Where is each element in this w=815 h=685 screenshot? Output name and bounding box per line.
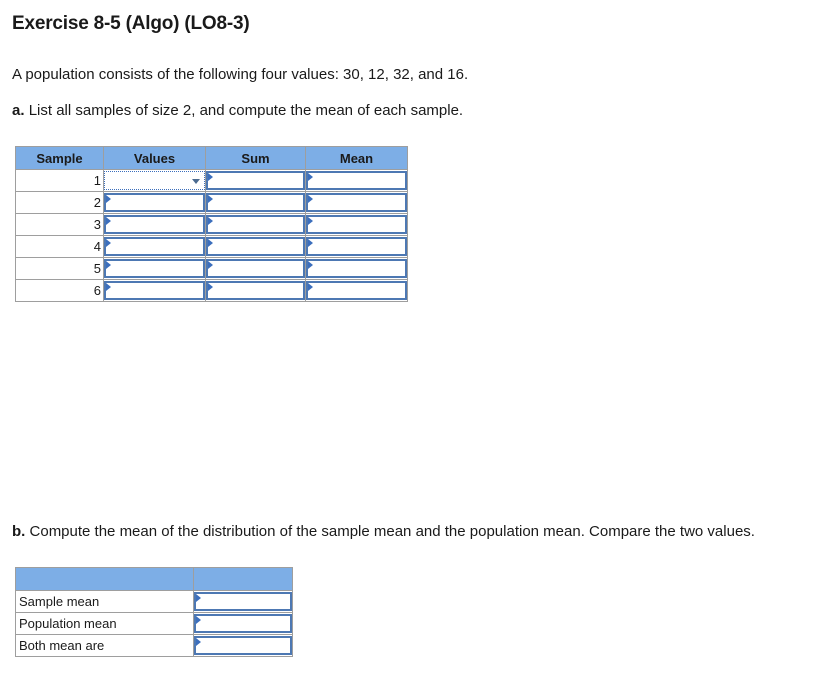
comparison-table-header: [16, 568, 293, 591]
sum-input[interactable]: [206, 237, 305, 256]
samples-table: [15, 146, 408, 302]
sample-number: 4: [16, 236, 104, 258]
values-dropdown[interactable]: [104, 171, 205, 190]
values-cell: [104, 214, 206, 236]
sum-cell: [206, 280, 306, 302]
both-mean-dropdown[interactable]: [194, 636, 292, 655]
table-row: [16, 236, 408, 258]
sum-cell: [206, 170, 306, 192]
row-label-sample-mean: Sample mean: [16, 591, 194, 613]
header-sample: Sample: [16, 147, 104, 170]
header-blank-label: [16, 568, 194, 591]
mean-cell: [306, 170, 408, 192]
table-row: [16, 613, 293, 635]
sum-cell: [206, 236, 306, 258]
sum-input[interactable]: [206, 215, 305, 234]
table-row: [16, 258, 408, 280]
input-flag-icon: [196, 616, 201, 624]
sum-cell: [206, 214, 306, 236]
mean-input[interactable]: [306, 171, 407, 190]
input-flag-icon: [208, 217, 213, 225]
part-a-label: a.: [12, 102, 25, 119]
mean-input[interactable]: [306, 193, 407, 212]
input-flag-icon: [196, 594, 201, 602]
values-dropdown[interactable]: [104, 259, 205, 278]
mean-cell: [306, 236, 408, 258]
input-flag-icon: [106, 239, 111, 247]
population-mean-input[interactable]: [194, 614, 292, 633]
mean-input[interactable]: [306, 259, 407, 278]
values-cell: [104, 280, 206, 302]
mean-input[interactable]: [306, 281, 407, 300]
input-flag-icon: [308, 239, 313, 247]
input-flag-icon: [208, 173, 213, 181]
input-flag-icon: [208, 195, 213, 203]
input-flag-icon: [106, 283, 111, 291]
sum-input[interactable]: [206, 259, 305, 278]
intro-text: A population consists of the following four values: 30, 12, 32, and 16.: [12, 66, 469, 83]
table-row: [16, 192, 408, 214]
samples-table-header: [16, 147, 408, 170]
input-flag-icon: [106, 261, 111, 269]
sum-input[interactable]: [206, 171, 305, 190]
values-cell: [104, 170, 206, 192]
header-values: Values: [104, 147, 206, 170]
table-row: [16, 280, 408, 302]
comparison-table: [15, 567, 293, 657]
values-dropdown[interactable]: [104, 237, 205, 256]
row-label-both-mean: Both mean are: [16, 635, 194, 657]
exercise-title: Exercise 8-5 (Algo) (LO8-3): [12, 13, 250, 34]
header-mean: Mean: [306, 147, 408, 170]
mean-cell: [306, 258, 408, 280]
input-flag-icon: [106, 217, 111, 225]
sum-input[interactable]: [206, 281, 305, 300]
input-flag-icon: [106, 195, 111, 203]
sum-input[interactable]: [206, 193, 305, 212]
sample-number: 3: [16, 214, 104, 236]
chevron-down-icon[interactable]: [192, 179, 200, 184]
header-sum: Sum: [206, 147, 306, 170]
part-a-text: List all samples of size 2, and compute the mean of each sample.: [28, 102, 464, 119]
input-flag-icon: [308, 195, 313, 203]
sample-number: 2: [16, 192, 104, 214]
mean-cell: [306, 280, 408, 302]
row-label-population-mean: Population mean: [16, 613, 194, 635]
answer-cell: [194, 613, 293, 635]
sample-number: 5: [16, 258, 104, 280]
header-blank-answer: [194, 568, 293, 591]
table-row: [16, 635, 293, 657]
table-row: [16, 214, 408, 236]
input-flag-icon: [208, 239, 213, 247]
mean-cell: [306, 192, 408, 214]
part-b-label: b.: [12, 523, 26, 540]
input-flag-icon: [308, 217, 313, 225]
values-cell: [104, 192, 206, 214]
input-flag-icon: [308, 283, 313, 291]
sum-cell: [206, 258, 306, 280]
values-dropdown[interactable]: [104, 215, 205, 234]
input-flag-icon: [196, 638, 201, 646]
part-b-text: Compute the mean of the distribution of the sample mean and the population mean. Compare the two values.: [29, 523, 755, 540]
mean-input[interactable]: [306, 215, 407, 234]
part-a-instruction: [12, 102, 463, 119]
input-flag-icon: [208, 283, 213, 291]
answer-cell: [194, 591, 293, 613]
sample-mean-input[interactable]: [194, 592, 292, 611]
values-dropdown[interactable]: [104, 193, 205, 212]
values-dropdown[interactable]: [104, 281, 205, 300]
input-flag-icon: [208, 261, 213, 269]
input-flag-icon: [308, 173, 313, 181]
answer-cell: [194, 635, 293, 657]
part-b-instruction: [12, 523, 755, 540]
values-cell: [104, 258, 206, 280]
values-cell: [104, 236, 206, 258]
sum-cell: [206, 192, 306, 214]
sample-number: 6: [16, 280, 104, 302]
mean-input[interactable]: [306, 237, 407, 256]
table-row: [16, 170, 408, 192]
sample-number: 1: [16, 170, 104, 192]
table-row: [16, 591, 293, 613]
input-flag-icon: [308, 261, 313, 269]
mean-cell: [306, 214, 408, 236]
